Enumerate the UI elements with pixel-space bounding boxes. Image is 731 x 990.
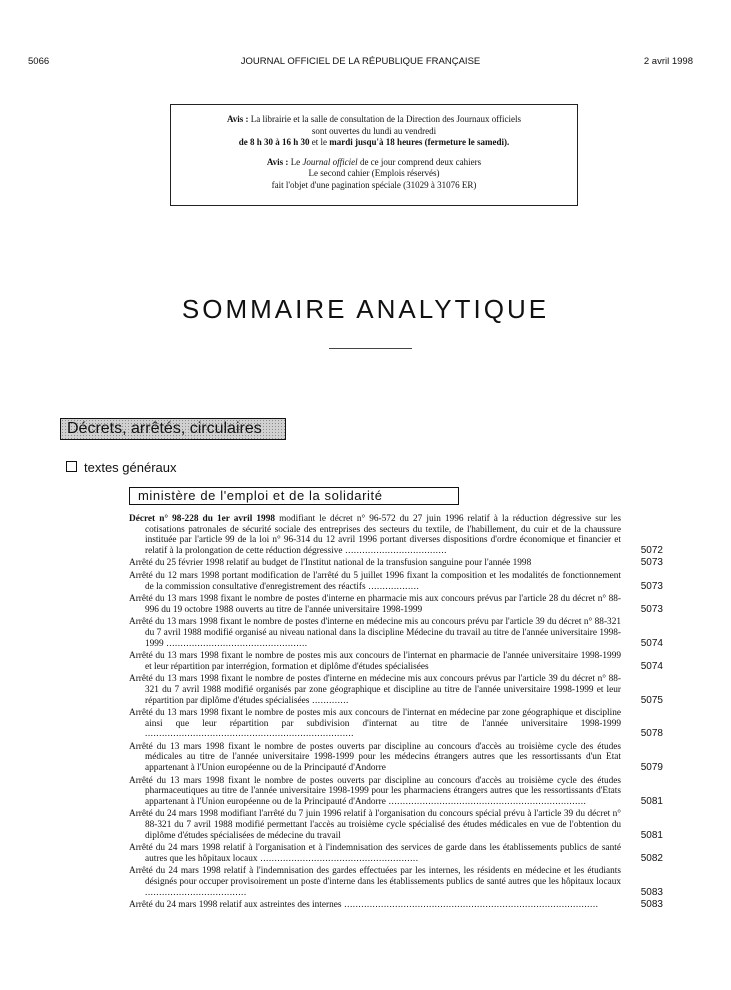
ministry-heading: ministère de l'emploi et de la solidarité <box>129 487 459 505</box>
list-item <box>129 594 663 615</box>
notice-box <box>170 104 578 206</box>
entry-text: Arrêté du 24 mars 1998 relatif aux astreintes des internes <box>129 900 342 911</box>
page-header <box>28 56 693 70</box>
entry-page: 5083 <box>640 899 663 911</box>
list-item: Arrêté du 13 mars 1998 fixant le nombre de postes d'interne en médecine mis aux concours prévus par l'article 39 du décret n° 88-321 du 7 avril 1988 modifié organisés par zone géographique et discipline au titre de l'année universitaire 1998-1999 et leur répartition par diplôme d'études spécialisées ............. 5075 <box>129 674 663 706</box>
entry-text: Arrêté du 24 mars 1998 relatif à l'organisation et à l'indemnisation des services de garde dans les établissements publics de santé autres que les hôpitaux locaux <box>129 843 621 864</box>
subsection-label: textes généraux <box>84 460 177 475</box>
entry-page: 5083 <box>640 886 663 898</box>
list-item: Arrêté du 24 mars 1998 relatif à l'indemnisation des gardes effectuées par les internes, les résidents en médecine et les étudiants désignés pour occuper provisoirement un poste d'interne dans les établissements publics de santé autres que les hôpitaux locaux .................................... 5083 <box>129 866 663 898</box>
list-item: Arrêté du 12 mars 1998 portant modification de l'arrêté du 5 juillet 1996 fixant la composition et les modalités de fonctionnement de la commission consultative d'enregistrement des réactifs .................. 5073 <box>129 570 663 592</box>
page-title: SOMMAIRE ANALYTIQUE <box>181 294 550 324</box>
list-item <box>129 809 663 841</box>
entry-page: 5075 <box>640 694 663 706</box>
entry-page: 5073 <box>640 580 663 592</box>
entry-page: 5072 <box>640 544 663 556</box>
entry-page: 5074 <box>640 637 663 649</box>
entry-lead: Décret n° 98-228 du 1er avril 1998 <box>129 514 276 524</box>
list-item <box>129 651 663 672</box>
square-bullet-icon <box>66 461 77 472</box>
entry-text: Arrêté du 13 mars 1998 fixant le nombre de postes mis aux concours de l'internat en médecine par zone géographique et discipline ainsi que leur répartition par subdivision d'internat au titre de l'année universitaire 1998-1999 <box>129 708 621 729</box>
notice-line: fait l'objet d'une pagination spéciale (31029 à 31076 ER) <box>271 179 477 190</box>
entry-text: modifiant le décret n° 96-572 du 27 juin 1996 relatif à la réduction dégressive sur les cotisations patronales de sécurité sociale des entreprises des secteurs du textile, de l'habillement, du cuir et de la chaussure instituée par l'article 99 de la loi n° 96-314 du 12 avril 1996 portant diverses dispositions d'ordre économique et financier et relatif à la prolongation de cette réduction dégressive <box>145 514 621 556</box>
page-number: 5066 <box>28 56 50 67</box>
entry-text: Arrêté du 12 mars 1998 portant modification de l'arrêté du 5 juillet 1996 fixant la composition et les modalités de fonctionnement de la commission consultative d'enregistrement des réactifs <box>129 570 621 592</box>
notice-line: Le second cahier (Emplois réservés) <box>308 168 440 178</box>
notice-label: Avis : <box>226 114 249 124</box>
notice-line: sont ouvertes du lundi au vendredi <box>311 125 437 136</box>
entry-page: 5073 <box>640 603 663 615</box>
entry-page: 5081 <box>640 829 663 841</box>
entries-list <box>129 514 663 913</box>
notice-line: de 8 h 30 à 16 h 30 et le mardi jusqu'à 18 heures (fermeture le samedi). <box>238 137 510 147</box>
list-item: Arrêté du 13 mars 1998 fixant le nombre de postes ouverts par discipline au concours d'accès au troisième cycle des études pharmaceutiques au titre de l'année universitaire 1998-1999 pour les pharmaciens étrangers autres que les ressortissants d'Etats appartenant à l'Union européenne ou de la Principauté d'Andorre ...................................................................... 5081 <box>129 775 663 807</box>
notice-line: Avis : Le Journal officiel de ce jour comprend deux cahiers <box>266 156 482 167</box>
list-item: Arrêté du 24 mars 1998 relatif à l'organisation et à l'indemnisation des services de garde dans les établissements publics de santé autres que les hôpitaux locaux ........................................................ 5082 <box>129 843 663 864</box>
entry-page: 5082 <box>640 852 663 864</box>
list-item: Décret n° 98-228 du 1er avril 1998 modifiant le décret n° 96-572 du 27 juin 1996 relatif à la réduction dégressive sur les cotisations patronales de sécurité sociale des entreprises des secteurs du textile, de l'habillement, du cuir et de la chaussure instituée par l'article 99 de la loi n° 96-314 du 12 avril 1996 portant diverses dispositions d'ordre économique et financier et relatif à la prolongation de cette réduction dégressive .................................... 5072 <box>129 514 663 556</box>
entry-text: Arrêté du 25 février 1998 relatif au budget de l'Institut national de la transfusion sanguine pour l'année 1998 <box>129 558 532 569</box>
journal-title: JOURNAL OFFICIEL DE LA RÉPUBLIQUE FRANÇAISE <box>240 56 481 67</box>
entry-text: Arrêté du 24 mars 1998 modifiant l'arrêté du 7 juin 1996 relatif à l'organisation du concours spécial prévu à l'article 39 du décret n° 88-321 du 7 avril 1988 modifié permettant l'accès au troisième cycle spécialisé des études médicales en vue de l'obtention du diplôme d'études spécialisées de médecine du travail <box>129 809 621 841</box>
title-divider <box>329 348 412 349</box>
entry-page: 5081 <box>640 795 663 807</box>
entry-text: Arrêté du 13 mars 1998 fixant le nombre de postes d'interne en médecine mis au concours prévu par l'article 39 du décret n° 88-321 du 7 avril 1988 modifié organisé au niveau national dans la discipline Médecine du travail au titre de l'année universitaire 1998-1999 <box>129 617 622 649</box>
list-item <box>129 742 663 774</box>
entry-page: 5074 <box>640 660 663 672</box>
entry-text: Arrêté du 13 mars 1998 fixant le nombre de postes mis aux concours de l'internat en pharmacie de l'année universitaire 1998-1999 et leur répartition par interrégion, formation et diplôme d'études spécialisées <box>129 651 621 672</box>
list-item: Arrêté du 24 mars 1998 relatif aux astreintes des internes .......................................................................................... 5083 <box>129 899 663 911</box>
entry-page: 5078 <box>640 728 663 740</box>
entry-text: Arrêté du 13 mars 1998 fixant le nombre de postes ouverts par discipline au concours d'accès au troisième cycle des études médicales au titre de l'année universitaire 1998-1999 pour les médecins étrangers autres que les ressortissants d'un Etat appartenant à l'Union européenne ou de la Principauté d'Andorre <box>129 741 621 774</box>
entry-text: Arrêté du 13 mars 1998 fixant le nombre de postes d'interne en pharmacie mis aux concours prévus par l'article 28 du décret n° 88-996 du 19 octobre 1988 ouverts au titre de l'année universitaire 1998-1999 <box>129 594 621 615</box>
subsection-heading <box>66 460 177 475</box>
entry-text: Arrêté du 13 mars 1998 fixant le nombre de postes ouverts par discipline au concours d'accès au troisième cycle des études pharmaceutiques au titre de l'année universitaire 1998-1999 pour les pharmaciens étrangers autres que les ressortissants d'Etats appartenant à l'Union européenne ou de la Principauté d'Andorre <box>129 775 621 807</box>
issue-date: 2 avril 1998 <box>643 56 693 67</box>
list-item: Arrêté du 13 mars 1998 fixant le nombre de postes mis aux concours de l'internat en médecine par zone géographique et discipline ainsi que leur répartition par subdivision d'internat au titre de l'année universitaire 1998-1999 .......................................................................... 5078 <box>129 708 663 740</box>
list-item <box>129 558 663 569</box>
notice-label: Avis : <box>266 156 289 167</box>
entry-text: Arrêté du 24 mars 1998 relatif à l'indemnisation des gardes effectuées par les internes, les résidents en médecine et les étudiants désignés pour occuper provisoirement un poste d'interne dans les établissements publics de santé autres que les hôpitaux locaux <box>129 866 621 887</box>
entry-text: Arrêté du 13 mars 1998 fixant le nombre de postes d'interne en médecine mis aux concours prévus par l'article 39 du décret n° 88-321 du 7 avril 1988 modifié organisés par zone géographique et discipline au titre de l'année universitaire 1998-1999 et leur répartition par diplôme d'études spécialisées <box>129 674 621 706</box>
list-item: Arrêté du 13 mars 1998 fixant le nombre de postes d'interne en médecine mis au concours prévu par l'article 39 du décret n° 88-321 du 7 avril 1988 modifié organisé au niveau national dans la discipline Médecine du travail au titre de l'année universitaire 1998-1999 .................................................. 5074 <box>129 617 663 649</box>
entry-page: 5079 <box>640 762 663 774</box>
notice-line: Avis : La librairie et la salle de consultation de la Direction des Journaux officiels <box>226 114 522 124</box>
entry-page: 5073 <box>640 557 663 569</box>
section-heading: Décrets, arrêtés, circulaires <box>60 418 286 440</box>
